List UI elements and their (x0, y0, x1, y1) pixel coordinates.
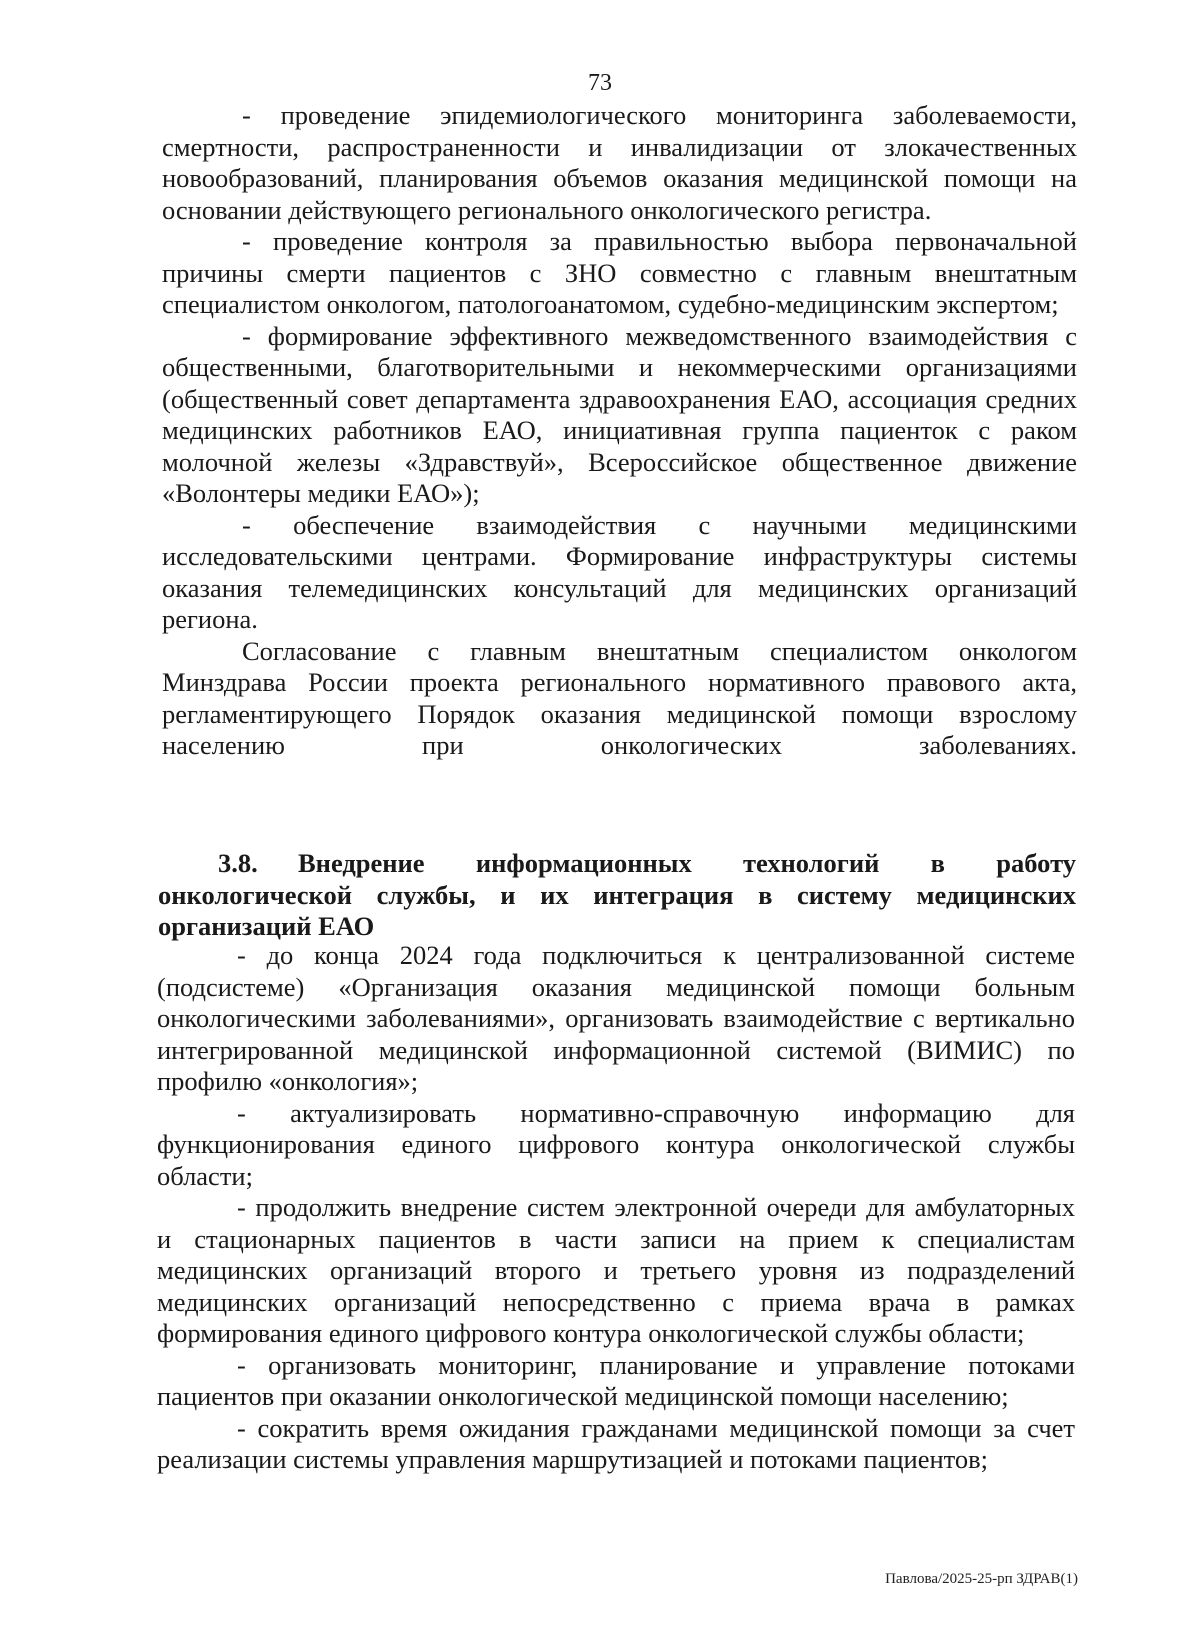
paragraph-patient-flow-monitoring: - организовать мониторинг, планирование и управление потоками пациентов при оказании онкологической медицинской помощи населению; (157, 1349, 1075, 1411)
paragraph-centralized-system: - до конца 2024 года подключиться к централизованной системе (подсистеме) «Организация оказания медицинской помощи больным онкологическими заболеваниями», организовать взаимодействие с вертикально интегрированной медицинской информационной системой (ВИМИС) по профилю «онкология»; (157, 940, 1075, 1096)
paragraph-interagency-cooperation: - формирование эффективного межведомственного взаимодействия с общественными, благотворительными и некоммерческими организациями (общественный совет департамента здравоохранения ЕАО, ассоциация средних медицинских работников ЕАО, инициативная группа пациенток с раком молочной железы «Здравствуй», Всероссийское общественное движение «Волонтеры медики ЕАО»); (162, 320, 1077, 508)
paragraph-waiting-time: - сократить время ожидания гражданами медицинской помощи за счет реализации системы управления маршрутизацией и потоками пациентов; (157, 1412, 1075, 1474)
paragraph-death-cause-control: - проведение контроля за правильностью выбора первоначальной причины смерти пациентов с ЗНО совместно с главным внештатным специалистом онкологом, патологоанатомом, судебно-медицинским экспертом; (162, 226, 1077, 319)
paragraph-epidemiological-monitoring: - проведение эпидемиологического мониторинга заболеваемости, смертности, распространенности и инвалидизации от злокачественных новообразований, планирования объемов оказания медицинской помощи на основании действующего регионального онкологического регистра. (162, 100, 1077, 225)
paragraph-reference-info: - актуализировать нормативно-справочную информацию для функционирования единого цифрового контура онкологической службы области; (157, 1097, 1075, 1191)
body-text-top (162, 100, 1077, 762)
body-text-bottom (157, 940, 1075, 1476)
paragraph-electronic-queue: - продолжить внедрение систем электронной очереди для амбулаторных и стационарных пациентов в части записи на прием к специалистам медицинских организаций второго и третьего уровня из подразделений медицинских организаций непосредственно с приема врача в рамках формирования единого цифрового контура онкологической службы области; (157, 1192, 1075, 1348)
section-heading (158, 848, 1076, 943)
section-title: Внедрение информационных технологий в работу онкологической службы, и их интеграция в систему медицинских организаций ЕАО (158, 848, 1076, 941)
paragraph-research-centers: - обеспечение взаимодействия с научными медицинскими исследовательскими центрами. Формирование инфраструктуры системы оказания телемедицинских консультаций для медицинских организаций региона. (162, 509, 1077, 634)
section-number: 3.8. (218, 848, 258, 878)
page-number: 73 (588, 70, 612, 96)
paragraph-approval: Согласование с главным внештатным специалистом онкологом Минздрава России проекта регионального нормативного правового акта, регламентирующего Порядок оказания медицинской помощи взрослому населению при онкологических заболеваниях. (162, 635, 1077, 760)
footer-reference: Павлова/2025-25-рп ЗДРАВ(1) (885, 1571, 1078, 1587)
